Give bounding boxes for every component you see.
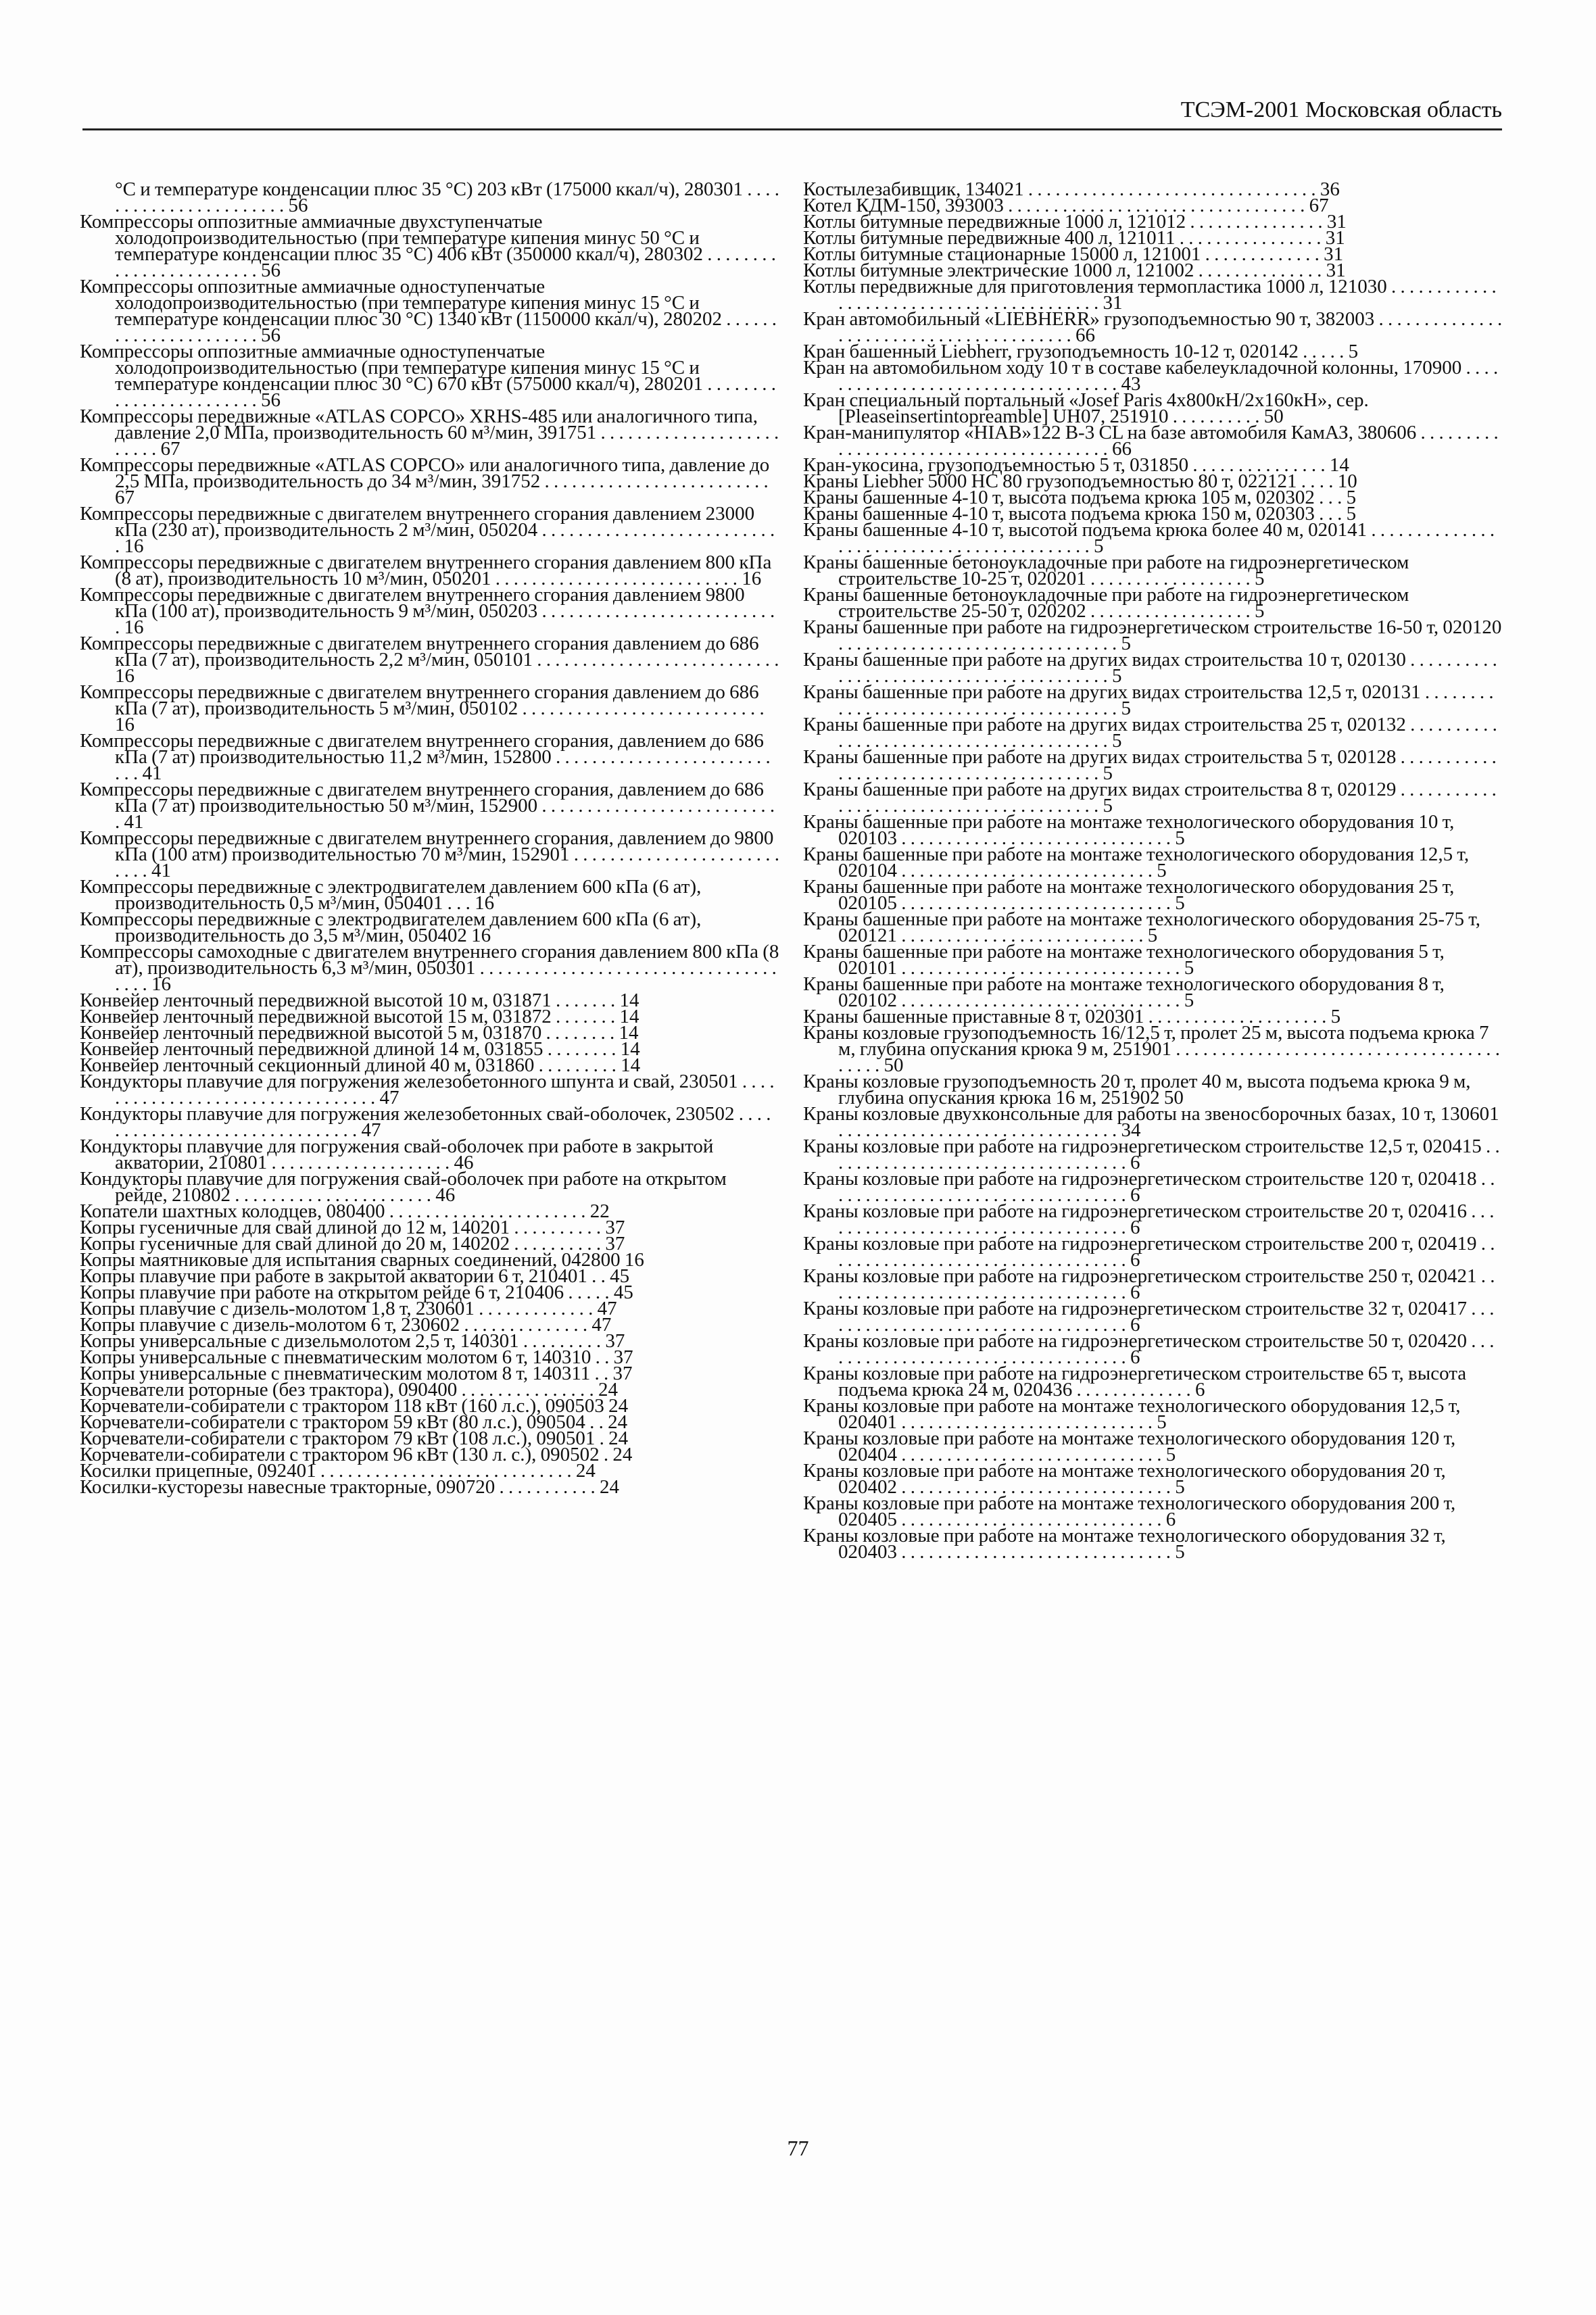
index-entry: Краны козловые при работе на гидроэнергетическом строительстве 32 т, 020417 . . . . . . . . . . . . . . . . . . . . . . . . . . . . . . . . . . . 6 [803,1298,1495,1336]
index-entry: Корчеватели-собиратели с трактором 118 кВт (160 л.с.), 090503 24 [80,1395,629,1417]
index-entry: Котлы битумные электрические 1000 л, 121002 . . . . . . . . . . . . . . 31 [803,260,1346,281]
index-entry: Кран специальный портальный «Josef Paris 4x800кН/2x160кН», сер. [Pleaseinsertintopreamble] UH07, 251910 . . . . . . . . . . 50 [803,389,1369,427]
index-entry: Кран автомобильный «LIEBHERR» грузоподъемностью 90 т, 382003 . . . . . . . . . . . . . . . . . . . . . . . . . . . . . . . . . . . . . . . . 66 [803,308,1503,346]
index-entry: Копры универсальные с пневматическим молотом 8 т, 140311 . . 37 [80,1363,633,1384]
index-entry: Корчеватели-собиратели с трактором 59 кВт (80 л.с.), 090504 . . 24 [80,1411,628,1433]
index-entry: Краны башенные при работе на монтаже технологического оборудования 12,5 т, 020104 . . . . . . . . . . . . . . . . . . . . . . . . . . . . 5 [803,844,1470,881]
index-entry: Краны башенные при работе на монтаже технологического оборудования 8 т, 020102 . . . . . . . . . . . . . . . . . . . . . . . . . . . . . . . 5 [803,973,1445,1011]
index-entry: Кран башенный Liebherr, грузоподъемность 10-12 т, 020142 . . . . . 5 [803,341,1359,362]
index-entry: Краны козловые при работе на монтаже технологического оборудования 32 т, 020403 . . . . . . . . . . . . . . . . . . . . . . . . . . . . . . 5 [803,1525,1446,1563]
index-entry: Кран-манипулятор «HIAB»122 В-3 CL на базе автомобиля КамАЗ, 380606 . . . . . . . . . . . . . . . . . . . . . . . . . . . . . . . . . . . . . . . 66 [803,422,1499,460]
index-entry: Краны башенные 4-10 т, высота подъема крюка 105 м, 020302 . . . 5 [803,487,1357,508]
index-entry: Котлы битумные передвижные 1000 л, 121012 . . . . . . . . . . . . . . . 31 [803,211,1347,233]
index-entry: Конвейер ленточный передвижной длиной 14 м, 031855 . . . . . . . . 14 [80,1038,640,1060]
index-entry: Краны козловые при работе на монтаже технологического оборудования 200 т, 020405 . . . . . . . . . . . . . . . . . . . . . . . . . . . . . 6 [803,1492,1456,1530]
index-entry: Компрессоры передвижные с двигателем внутреннего сгорания давлением 9800 кПа (100 ат), производительность 9 м³/мин, 050203 . . . . . . . . . . . . . . . . . . . . . . . . . . . 16 [80,584,775,638]
index-entry: Компрессоры оппозитные аммиачные двухступенчатые холодопроизводительностью (при температуре кипения минус 50 °С и температуре конденсации плюс 35 °С) 406 кВт (350000 ккал/ч), 280302 . . . . . . . . . . . . . . . . . . . . . . . . 56 [80,211,777,281]
index-entry: Компрессоры передвижные «ATLAS COPCO» XRHS-485 или аналогичного типа, давление 2,0 МПа, производительность 60 м³/мин, 391751 . . . . . . . . . . . . . . . . . . . . . . . . . 67 [80,406,779,460]
index-entry: Копры плавучие с дизель-молотом 1,8 т, 230601 . . . . . . . . . . . . . 47 [80,1298,617,1319]
index-entry: Кондукторы плавучие для погружения железобетонного шпунта и свай, 230501 . . . . . . . . . . . . . . . . . . . . . . . . . . . . . . . . . 47 [80,1071,775,1108]
index-entry: Краны козловые при работе на монтаже технологического оборудования 20 т, 020402 . . . . . . . . . . . . . . . . . . . . . . . . . . . . . . 5 [803,1460,1446,1498]
index-entry: Кран на автомобильном ходу 10 т в составе кабелеукладочной колонны, 170900 . . . . . . . . . . . . . . . . . . . . . . . . . . . . . . . . . . . 43 [803,357,1499,395]
index-entry: Краны башенные при работе на монтаже технологического оборудования 25-75 т, 020121 . . . . . . . . . . . . . . . . . . . . . . . . . . . 5 [803,908,1480,946]
index-entry: Краны Liebher 5000 HC 80 грузоподъемностью 80 т, 022121 . . . . 10 [803,470,1357,492]
index-entry: Краны козловые при работе на гидроэнергетическом строительстве 65 т, высота подъема крюка 24 м, 020436 . . . . . . . . . . . . . 6 [803,1363,1467,1400]
index-entry: Краны козловые при работе на гидроэнергетическом строительстве 50 т, 020420 . . . . . . . . . . . . . . . . . . . . . . . . . . . . . . . . . . . 6 [803,1330,1495,1368]
index-entry: Компрессоры передвижные с электродвигателем давлением 600 кПа (6 ат), производительность до 3,5 м³/мин, 050402 16 [80,908,702,946]
index-entry: Краны башенные 4-10 т, высота подъема крюка 150 м, 020303 . . . 5 [803,503,1357,525]
index-entry: Краны козловые грузоподъемность 16/12,5 т, пролет 25 м, высота подъема крюка 7 м, глубина опускания крюка 9 м, 251901 . . . . . . . . . . . . . . . . . . . . . . . . . . . . . . . . . . . . . . . . . 50 [803,1022,1500,1076]
index-entry: Кондукторы плавучие для погружения свай-оболочек при работе в закрытой акватории, 210801 . . . . . . . . . . . . . . . . . . . . 46 [80,1136,714,1173]
index-entry: Краны башенные бетоноукладочные при работе на гидроэнергетическом строительстве 10-25 т, 020201 . . . . . . . . . . . . . . . . . . 5 [803,552,1409,589]
index-entry: Краны башенные при работе на гидроэнергетическом строительстве 16-50 т, 020120 . . . . . . . . . . . . . . . . . . . . . . . . . . . . . . . 5 [803,616,1502,654]
index-entry: Компрессоры самоходные с двигателем внутреннего сгорания давлением 800 кПа (8 ат), производительность 6,3 м³/мин, 050301 . . . . . . . . . . . . . . . . . . . . . . . . . . . . . . . . . . . . . 16 [80,941,779,995]
index-entry: Компрессоры передвижные «ATLAS COPCO» или аналогичного типа, давление до 2,5 МПа, производительность до 34 м³/мин, 391752 . . . . . . . . . . . . . . . . . . . . . . . . . 67 [80,454,770,508]
index-entry: Компрессоры передвижные с двигателем внутреннего сгорания давлением до 686 кПа (7 ат), производительность 5 м³/мин, 050102 . . . . . . . . . . . . . . . . . . . . . . . . . . . 16 [80,681,765,735]
index-entry: Конвейер ленточный передвижной высотой 5 м, 031870 . . . . . . . . 14 [80,1022,639,1044]
index-entry: Компрессоры передвижные с двигателем внутреннего сгорания, давлением до 686 кПа (7 ат) производительностью 11,2 м³/мин, 152800 . . . . . . . . . . . . . . . . . . . . . . . . . . . 41 [80,730,771,784]
index-entry: Копатели шахтных колодцев, 080400 . . . . . . . . . . . . . . . . . . . . . . 22 [80,1200,610,1222]
index-entry: Кондукторы плавучие для погружения свай-оболочек при работе на открытом рейде, 210802 . . . . . . . . . . . . . . . . . . . . . . 46 [80,1168,727,1206]
index-entry: Копры плавучие при работе на открытом рейде 6 т, 210406 . . . . . 45 [80,1282,633,1303]
index-entry: Копры гусеничные для свай длиной до 20 м, 140202 . . . . . . . . . . 37 [80,1233,625,1254]
index-entry: Краны башенные 4-10 т, высотой подъема крюка более 40 м, 020141 . . . . . . . . . . . . . . . . . . . . . . . . . . . . . . . . . . . . . . . . . . 5 [803,519,1495,557]
index-entry: Котлы битумные стационарные 15000 л, 121001 . . . . . . . . . . . . . 31 [803,243,1344,265]
index-entry: Копры плавучие с дизель-молотом 6 т, 230602 . . . . . . . . . . . . . . 47 [80,1314,612,1336]
index-entry: Краны козловые при работе на монтаже технологического оборудования 120 т, 020404 . . . . . . . . . . . . . . . . . . . . . . . . . . . . . 5 [803,1428,1456,1465]
index-entry: Корчеватели-собиратели с трактором 96 кВт (130 л. с.), 090502 . 24 [80,1444,633,1465]
index-entry: Компрессоры передвижные с двигателем внутреннего сгорания, давлением до 9800 кПа (100 атм) производительностью 70 м³/мин, 152901 . . . . . . . . . . . . . . . . . . . . . . . . . . . 41 [80,827,779,881]
index-entry: Краны козловые двухконсольные для работы на звеносборочных базах, 10 т, 130601 . . . . . . . . . . . . . . . . . . . . . . . . . . . . . . . 34 [803,1103,1499,1141]
index-entry: Копры маятниковые для испытания сварных соединений, 042800 16 [80,1249,644,1271]
index-entry: Краны башенные при работе на других видах строительства 25 т, 020132 . . . . . . . . . . . . . . . . . . . . . . . . . . . . . . . . . . . . . . . . 5 [803,714,1497,752]
index-entry: Конвейер ленточный передвижной высотой 10 м, 031871 . . . . . . . 14 [80,990,639,1011]
index-entry: Компрессоры передвижные с двигателем внутреннего сгорания, давлением до 686 кПа (7 ат) производительностью 50 м³/мин, 152900 . . . . . . . . . . . . . . . . . . . . . . . . . . . 41 [80,779,775,833]
index-entry: Корчеватели роторные (без трактора), 090400 . . . . . . . . . . . . . . . 24 [80,1379,619,1400]
header-title: ТСЭМ-2001 Московская область [1180,97,1502,122]
index-entry: Краны башенные при работе на других видах строительства 8 т, 020129 . . . . . . . . . . . . . . . . . . . . . . . . . . . . . . . . . . . . . . . . 5 [803,779,1497,817]
index-entry: Компрессоры оппозитные аммиачные одноступенчатые холодопроизводительностью (при температуре кипения минус 15 °С и температуре конденсации плюс 30 °С) 1340 кВт (1150000 ккал/ч), 280202 . . . . . . . . . . . . . . . . . . . . . . 56 [80,276,777,346]
index-entry: Компрессоры передвижные с двигателем внутреннего сгорания давлением 23000 кПа (230 ат), производительность 2 м³/мин, 050204 . . . . . . . . . . . . . . . . . . . . . . . . . . . 16 [80,503,775,557]
index-entry: Краны башенные при работе на других видах строительства 10 т, 020130 . . . . . . . . . . . . . . . . . . . . . . . . . . . . . . . . . . . . . . . . 5 [803,649,1497,687]
index-entry: Корчеватели-собиратели с трактором 79 кВт (108 л.с.), 090501 . 24 [80,1428,629,1449]
index-entry: Краны башенные приставные 8 т, 020301 . . . . . . . . . . . . . . . . . . . . 5 [803,1006,1341,1027]
index-entry: Котлы передвижные для приготовления термопластика 1000 л, 121030 . . . . . . . . . . . . . . . . . . . . . . . . . . . . . . . . . . . . . . . . . 31 [803,276,1497,314]
index-entry: Компрессоры оппозитные аммиачные одноступенчатые холодопроизводительностью (при температуре кипения минус 15 °С и температуре конденсации плюс 30 °С) 670 кВт (575000 ккал/ч), 280201 . . . . . . . . . . . . . . . . . . . . . . . . 56 [80,341,777,411]
index-entry: Конвейер ленточный секционный длиной 40 м, 031860 . . . . . . . . . 14 [80,1054,641,1076]
index-entry: Краны башенные при работе на монтаже технологического оборудования 5 т, 020101 . . . . . . . . . . . . . . . . . . . . . . . . . . . . . . . 5 [803,941,1445,979]
index-entry: Краны башенные при работе на других видах строительства 5 т, 020128 . . . . . . . . . . . . . . . . . . . . . . . . . . . . . . . . . . . . . . . . 5 [803,746,1497,784]
index-entry: Копры универсальные с пневматическим молотом 6 т, 140310 . . 37 [80,1346,633,1368]
index-entry: Краны башенные при работе на монтаже технологического оборудования 25 т, 020105 . . . . . . . . . . . . . . . . . . . . . . . . . . . . . . 5 [803,876,1455,914]
index-column-left [80,178,779,1498]
page-number: 77 [787,2136,809,2160]
index-entry: Копры универсальные с дизельмолотом 2,5 т, 140301 . . . . . . . . . 37 [80,1330,625,1352]
index-entry: Краны козловые при работе на гидроэнергетическом строительстве 12,5 т, 020415 . . . . . . . . . . . . . . . . . . . . . . . . . . . . . . . . . . 6 [803,1136,1500,1173]
index-entry: Краны козловые при работе на гидроэнергетическом строительстве 20 т, 020416 . . . . . . . . . . . . . . . . . . . . . . . . . . . . . . . . . . . 6 [803,1200,1495,1238]
index-entry: Краны козловые грузоподъемность 20 т, пролет 40 м, высота подъема крюка 9 м, глубина опускания крюка 16 м, 251902 50 [803,1071,1471,1108]
index-entry: Краны козловые при работе на гидроэнергетическом строительстве 120 т, 020418 . . . . . . . . . . . . . . . . . . . . . . . . . . . . . . . . . . 6 [803,1168,1495,1206]
index-entry: Конвейер ленточный передвижной высотой 15 м, 031872 . . . . . . . 14 [80,1006,639,1027]
index-entry: Компрессоры передвижные с двигателем внутреннего сгорания давлением 800 кПа (8 ат), производительность 10 м³/мин, 050201 . . . . . . . . . . . . . . . . . . . . . . . . . . . 16 [80,552,772,589]
index-entry: °С и температуре конденсации плюс 35 °С) 203 кВт (175000 ккал/ч), 280301 . . . . . . . . . . . . . . . . . . . . . . . 56 [115,178,779,216]
index-entry: Компрессоры передвижные с электродвигателем давлением 600 кПа (6 ат), производительность 0,5 м³/мин, 050401 . . . 16 [80,876,702,914]
index-entry: Косилки-кусторезы навесные тракторные, 090720 . . . . . . . . . . . 24 [80,1476,620,1498]
index-entry: Копры гусеничные для свай длиной до 12 м, 140201 . . . . . . . . . . 37 [80,1217,625,1238]
index-entry: Краны башенные при работе на других видах строительства 12,5 т, 020131 . . . . . . . . . . . . . . . . . . . . . . . . . . . . . . . . . . . . . . . 5 [803,681,1494,719]
index-entry: Компрессоры передвижные с двигателем внутреннего сгорания давлением до 686 кПа (7 ат), производительность 2,2 м³/мин, 050101 . . . . . . . . . . . . . . . . . . . . . . . . . . . 16 [80,633,779,687]
index-entry: Краны козловые при работе на гидроэнергетическом строительстве 200 т, 020419 . . . . . . . . . . . . . . . . . . . . . . . . . . . . . . . . . . 6 [803,1233,1495,1271]
index-entry: Кондукторы плавучие для погружения железобетонных свай-оболочек, 230502 . . . . . . . . . . . . . . . . . . . . . . . . . . . . . . . 47 [80,1103,771,1141]
index-entry: Краны козловые при работе на монтаже технологического оборудования 12,5 т, 020401 . . . . . . . . . . . . . . . . . . . . . . . . . . . . 5 [803,1395,1461,1433]
index-entry: Краны козловые при работе на гидроэнергетическом строительстве 250 т, 020421 . . . . . . . . . . . . . . . . . . . . . . . . . . . . . . . . . . 6 [803,1265,1495,1303]
index-entry: Косилки прицепные, 092401 . . . . . . . . . . . . . . . . . . . . . . . . . . . . 24 [80,1460,596,1482]
index-entry: Копры плавучие при работе в закрытой акватории 6 т, 210401 . . 45 [80,1265,630,1287]
index-entry: Костылезабивщик, 134021 . . . . . . . . . . . . . . . . . . . . . . . . . . . . . . . . 36 [803,178,1340,200]
index-entry: Краны башенные при работе на монтаже технологического оборудования 10 т, 020103 . . . . . . . . . . . . . . . . . . . . . . . . . . . . . . 5 [803,811,1455,849]
running-header [82,95,1502,130]
index-entry: Котлы битумные передвижные 400 л, 121011 . . . . . . . . . . . . . . . . 31 [803,227,1345,249]
index-entry: Кран-укосина, грузоподъемностью 5 т, 031850 . . . . . . . . . . . . . . . 14 [803,454,1349,476]
index-entry: Краны башенные бетоноукладочные при работе на гидроэнергетическом строительстве 25-50 т, 020202 . . . . . . . . . . . . . . . . . . 5 [803,584,1409,622]
index-entry: Котел КДМ-150, 393003 . . . . . . . . . . . . . . . . . . . . . . . . . . . . . . . . . 67 [803,195,1329,216]
index-column-right [803,178,1503,1563]
